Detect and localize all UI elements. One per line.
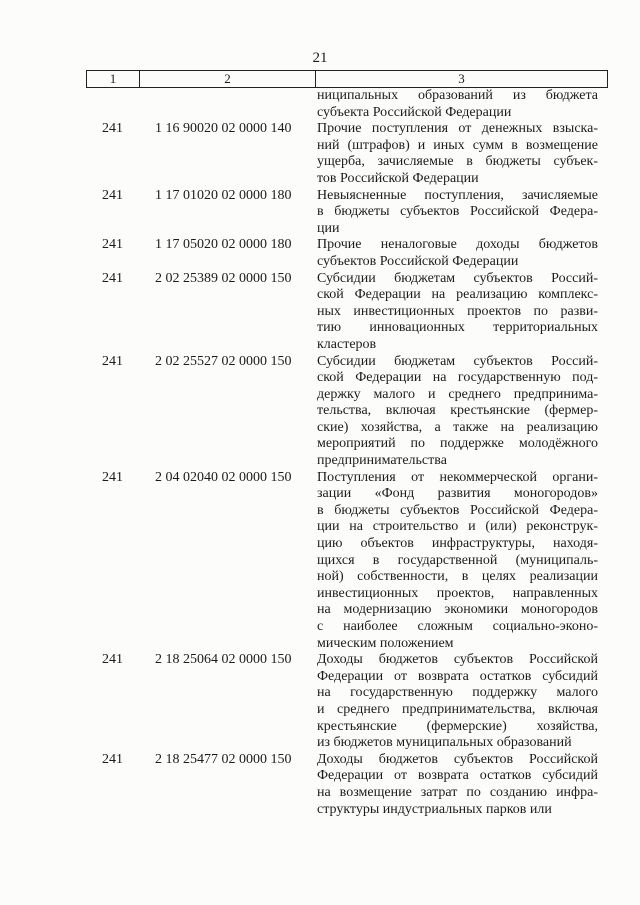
description-line: ной) собственности, в целях реализации (317, 569, 598, 585)
description-line: Федерации от возврата остатков субсидий (317, 668, 598, 684)
table-row (86, 121, 608, 187)
admin-code-cell (86, 88, 139, 121)
column-header-1: 1 (87, 71, 140, 87)
description-line: и среднего предпринимательства, включая (317, 701, 598, 717)
revenue-description-cell (315, 188, 598, 238)
description-line: мическим положением (317, 635, 454, 651)
description-line: в бюджеты субъектов Российской Федера- (317, 502, 598, 518)
description-line: ных инвестиционных проектов по разви- (317, 303, 598, 319)
description-line: ниципальных образований из бюджета (317, 88, 598, 103)
description-line: Невыясненные поступления, зачисляемые (317, 187, 598, 203)
description-line: тельства, включая крестьянские (фермер- (317, 403, 598, 419)
table-row (86, 271, 608, 354)
budget-classification-code-cell (139, 88, 315, 121)
admin-code-cell: 241 (102, 353, 123, 369)
admin-code-cell: 241 (102, 187, 123, 203)
description-line: на возмещение затрат по созданию инфра- (317, 784, 598, 800)
revenue-description-cell (315, 470, 598, 653)
admin-code-cell: 241 (102, 469, 123, 485)
table-row (86, 237, 608, 270)
table-row (86, 188, 608, 238)
revenue-description-cell (315, 121, 598, 187)
description-line: Прочие неналоговые доходы бюджетов (317, 237, 598, 253)
table-row (86, 652, 608, 752)
admin-code-cell: 241 (102, 237, 123, 253)
table-header (86, 70, 608, 88)
description-line: из бюджетов муниципальных образований (317, 735, 572, 751)
description-line: ской Федерации на реализацию комплекс- (317, 287, 598, 303)
budget-classification-code-cell: 2 04 02040 02 0000 150 (155, 469, 292, 485)
budget-classification-code-cell: 2 02 25389 02 0000 150 (155, 270, 292, 286)
table-body (86, 88, 608, 818)
budget-classification-code-cell: 2 18 25477 02 0000 150 (155, 751, 292, 767)
description-line: цию объектов инфраструктуры, находя- (317, 536, 598, 552)
admin-code-cell: 241 (102, 121, 123, 137)
budget-classification-code-cell: 2 18 25064 02 0000 150 (155, 652, 292, 668)
revenue-description-cell (315, 237, 598, 270)
budget-classification-code-cell: 2 02 25527 02 0000 150 (155, 353, 292, 369)
budget-classification-code-cell: 1 16 90020 02 0000 140 (155, 121, 292, 137)
description-line: на государственную поддержку малого (317, 685, 598, 701)
description-line: ции (317, 220, 340, 236)
budget-classification-code-cell: 1 17 05020 02 0000 180 (155, 237, 292, 253)
description-line: кластеров (317, 336, 377, 352)
revenue-description-cell (315, 652, 598, 752)
description-line: ущерба, зачисляемые в бюджеты субъек- (317, 154, 598, 170)
description-line: Субсидии бюджетам субъектов Россий- (317, 353, 598, 369)
admin-code-cell: 241 (102, 751, 123, 767)
description-line: в бюджеты субъектов Российской Федера- (317, 204, 598, 220)
description-line: мероприятий по поддержке молодёжного (317, 436, 598, 452)
table-row (86, 752, 608, 818)
description-line: структуры индустриальных парков или (317, 801, 552, 817)
revenue-description-cell (315, 88, 598, 121)
description-line: тов Российской Федерации (317, 170, 479, 186)
description-line: зации «Фонд развития моногородов» (317, 486, 598, 502)
description-line: инвестиционных проектов, направленных (317, 585, 598, 601)
description-line: с наиболее сложным социально-эконо- (317, 619, 598, 634)
column-header-2: 2 (140, 71, 316, 87)
description-line: Субсидии бюджетам субъектов Россий- (317, 270, 598, 286)
description-line: предпринимательства (317, 453, 447, 469)
description-line: крестьянские (фермерские) хозяйства, (317, 718, 598, 734)
budget-classification-code-cell: 1 17 01020 02 0000 180 (155, 187, 292, 203)
description-line: субъекта Российской Федерации (317, 104, 512, 120)
table-row (86, 354, 608, 470)
table-row (86, 470, 608, 653)
revenue-description-cell (315, 354, 598, 470)
column-header-3: 3 (458, 71, 465, 86)
admin-code-cell: 241 (102, 270, 123, 286)
description-line: щихся в государственной (муниципаль- (317, 552, 598, 568)
description-line: Доходы бюджетов субъектов Российской (317, 751, 598, 767)
description-line: ции на строительство и (или) реконструк- (317, 519, 598, 535)
page-number: 21 (312, 50, 328, 66)
description-line: на модернизацию экономики моногородов (317, 602, 598, 618)
description-line: субъектов Российской Федерации (317, 253, 519, 269)
description-line: Прочие поступления от денежных взыска- (317, 121, 598, 137)
table-row (86, 88, 608, 121)
description-line: тию инновационных территориальных (317, 320, 598, 336)
admin-code-cell: 241 (102, 652, 123, 668)
revenue-description-cell (315, 271, 598, 354)
description-line: ские) хозяйства, а также на реализацию (317, 419, 598, 435)
description-line: Поступления от некоммерческой органи- (317, 469, 598, 485)
description-line: ской Федерации на государственную под- (317, 370, 598, 386)
description-line: Доходы бюджетов субъектов Российской (317, 652, 598, 668)
description-line: ний (штрафов) и иных сумм в возмещение (317, 137, 598, 153)
description-line: держку малого и среднего предпринима- (317, 386, 598, 402)
description-line: Федерации от возврата остатков субсидий (317, 768, 598, 784)
revenue-description-cell (315, 752, 598, 818)
